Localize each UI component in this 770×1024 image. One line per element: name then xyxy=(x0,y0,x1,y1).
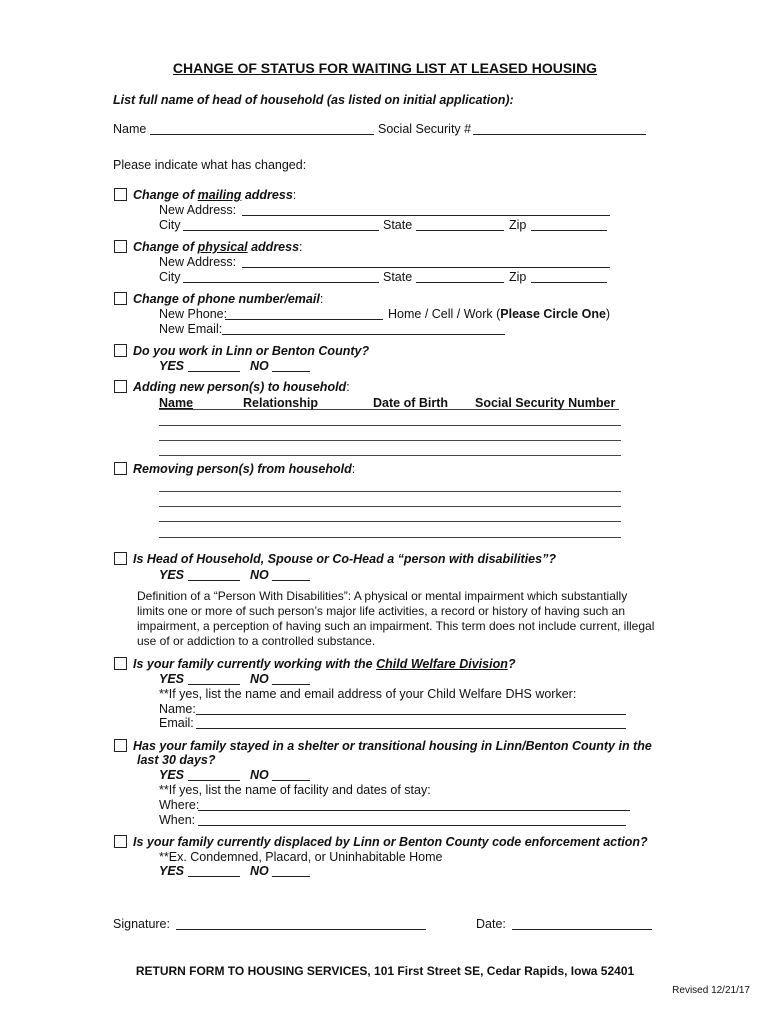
signature-field[interactable] xyxy=(176,918,426,930)
adding-row-line[interactable] xyxy=(159,440,621,441)
col-header-name: Name xyxy=(159,396,194,410)
physical-zip-label: Zip xyxy=(509,270,527,284)
removing-row-line[interactable] xyxy=(159,506,621,507)
removing-row-line[interactable] xyxy=(159,491,621,492)
shelter-note: **If yes, list the name of facility and dates of stay: xyxy=(159,783,431,797)
physical-state-label: State xyxy=(383,270,413,284)
physical-state-field[interactable] xyxy=(416,271,504,283)
shelter-no-field[interactable] xyxy=(272,769,310,781)
new-email-label: New Email: xyxy=(159,322,223,336)
mailing-city-field[interactable] xyxy=(183,219,379,231)
return-instructions: RETURN FORM TO HOUSING SERVICES, 101 First Street SE, Cedar Rapids, Iowa 52401 xyxy=(135,964,635,978)
disability-no-field[interactable] xyxy=(272,569,310,581)
indicate-text: Please indicate what has changed: xyxy=(113,158,307,172)
shelter-checkbox[interactable] xyxy=(114,739,127,752)
mailing-label: Change of mailing address: xyxy=(133,188,297,202)
shelter-question-line2: last 30 days? xyxy=(137,753,216,767)
disability-question: Is Head of Household, Spouse or Co-Head a “person with disabilities”? xyxy=(133,552,556,566)
child-welfare-email-label: Email: xyxy=(159,716,194,730)
name-field[interactable] xyxy=(150,123,374,135)
linn-benton-yes: YES xyxy=(159,359,185,373)
mailing-state-label: State xyxy=(383,218,413,232)
date-label: Date: xyxy=(476,917,506,931)
linn-benton-question: Do you work in Linn or Benton County? xyxy=(133,344,370,358)
physical-city-field[interactable] xyxy=(183,271,379,283)
mailing-new-address-label: New Address: xyxy=(159,203,237,217)
physical-city-label: City xyxy=(159,270,181,284)
adding-row-line[interactable] xyxy=(159,425,621,426)
shelter-no: NO xyxy=(250,768,269,782)
displaced-example: **Ex. Condemned, Placard, or Uninhabitable Home xyxy=(159,850,443,864)
child-welfare-email-field[interactable] xyxy=(196,717,626,729)
mailing-checkbox[interactable] xyxy=(114,188,127,201)
child-welfare-no-field[interactable] xyxy=(272,673,310,685)
disability-yes-field[interactable] xyxy=(188,569,240,581)
physical-checkbox[interactable] xyxy=(114,240,127,253)
adding-row-line[interactable] xyxy=(159,455,621,456)
child-welfare-name-field[interactable] xyxy=(196,703,626,715)
disability-no: NO xyxy=(250,568,269,582)
mailing-zip-label: Zip xyxy=(509,218,527,232)
physical-new-address-label: New Address: xyxy=(159,255,237,269)
disability-yes: YES xyxy=(159,568,185,582)
child-welfare-note: **If yes, list the name and email address of your Child Welfare DHS worker: xyxy=(159,687,577,701)
adding-label: Adding new person(s) to household: xyxy=(133,380,350,394)
col-header-relationship: Relationship xyxy=(243,396,319,410)
linn-benton-no-field[interactable] xyxy=(272,360,310,372)
phone-label: Change of phone number/email: xyxy=(133,292,324,306)
linn-benton-checkbox[interactable] xyxy=(114,344,127,357)
physical-label: Change of physical address: xyxy=(133,240,303,254)
date-field[interactable] xyxy=(512,918,652,930)
phone-checkbox[interactable] xyxy=(114,292,127,305)
child-welfare-name-label: Name: xyxy=(159,702,196,716)
col-header-ssn: Social Security Number xyxy=(475,396,616,410)
displaced-no-field[interactable] xyxy=(272,865,310,877)
displaced-question: Is your family currently displaced by Linn or Benton County code enforcement action? xyxy=(133,835,648,849)
child-welfare-no: NO xyxy=(250,672,269,686)
mailing-new-address-field[interactable] xyxy=(242,204,610,216)
removing-row-line[interactable] xyxy=(159,521,621,522)
mailing-state-field[interactable] xyxy=(416,219,504,231)
new-phone-label: New Phone: xyxy=(159,307,228,321)
child-welfare-yes: YES xyxy=(159,672,185,686)
shelter-yes-field[interactable] xyxy=(188,769,240,781)
name-label: Name xyxy=(113,122,147,136)
child-welfare-question: Is your family currently working with the Child Welfare Division? xyxy=(133,657,516,671)
mailing-zip-field[interactable] xyxy=(531,219,607,231)
shelter-when-field[interactable] xyxy=(198,814,626,826)
shelter-where-field[interactable] xyxy=(198,799,630,811)
disability-checkbox[interactable] xyxy=(114,552,127,565)
child-welfare-checkbox[interactable] xyxy=(114,657,127,670)
displaced-yes: YES xyxy=(159,864,185,878)
phone-type-options[interactable]: Home / Cell / Work (Please Circle One) xyxy=(388,307,611,321)
col-header-dob: Date of Birth xyxy=(373,396,448,410)
ssn-label: Social Security # xyxy=(378,122,472,136)
signature-label: Signature: xyxy=(113,917,170,931)
form-title: CHANGE OF STATUS FOR WAITING LIST AT LEASED HOUSING xyxy=(172,60,598,76)
mailing-city-label: City xyxy=(159,218,181,232)
displaced-no: NO xyxy=(250,864,269,878)
new-phone-field[interactable] xyxy=(225,308,383,320)
linn-benton-yes-field[interactable] xyxy=(188,360,240,372)
displaced-checkbox[interactable] xyxy=(114,835,127,848)
shelter-yes: YES xyxy=(159,768,185,782)
shelter-when-label: When: xyxy=(159,813,196,827)
removing-checkbox[interactable] xyxy=(114,462,127,475)
linn-benton-no: NO xyxy=(250,359,269,373)
disability-definition: Definition of a “Person With Disabilities”: A physical or mental impairment which substantially limits one or more of such person’s major life activities, a record or history of having such an impairment, a perception of having such an impairment. This term does not include current, illegal use of or addiction to a controlled substance. xyxy=(137,589,655,648)
displaced-yes-field[interactable] xyxy=(188,865,240,877)
ssn-field[interactable] xyxy=(473,123,646,135)
physical-new-address-field[interactable] xyxy=(242,256,610,268)
child-welfare-yes-field[interactable] xyxy=(188,673,240,685)
shelter-question-line1: Has your family stayed in a shelter or transitional housing in Linn/Benton County in the xyxy=(133,739,652,753)
adding-checkbox[interactable] xyxy=(114,380,127,393)
removing-row-line[interactable] xyxy=(159,537,621,538)
intro-text: List full name of head of household (as listed on initial application): xyxy=(113,93,514,107)
revised-date: Revised 12/21/17 xyxy=(672,985,750,996)
removing-label: Removing person(s) from household: xyxy=(133,462,356,476)
shelter-where-label: Where: xyxy=(159,798,200,812)
new-email-field[interactable] xyxy=(222,323,505,335)
physical-zip-field[interactable] xyxy=(531,271,607,283)
